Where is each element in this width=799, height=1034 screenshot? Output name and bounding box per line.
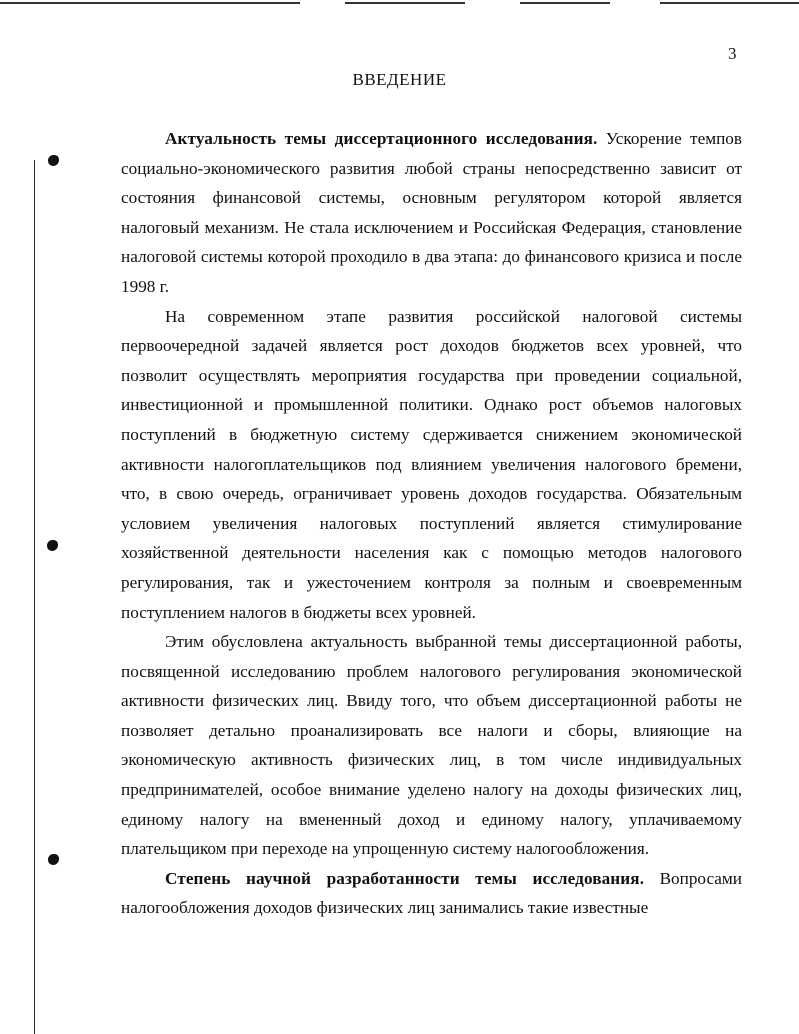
paragraph-current-stage xyxy=(121,302,742,628)
document-body xyxy=(121,124,742,923)
paragraph-lead-heading: Степень научной разработанности темы исследования. xyxy=(165,868,645,888)
paragraph-relevance xyxy=(121,124,742,302)
paragraph-research-degree xyxy=(121,864,742,923)
punch-hole-mark xyxy=(47,540,58,551)
page-title: ВВЕДЕНИЕ xyxy=(352,70,447,89)
punch-hole-mark xyxy=(48,155,59,166)
paragraph-text: Ускорение темпов социально-экономического развития любой страны непосредственно зависит от состояния финансовой системы, основным регулятором которой является налоговый механизм. Не стала исключением и Российская Федерация, становление налоговой системы которой проходило в два этапа: до финансового кризиса и после 1998 г. xyxy=(121,129,742,296)
page-number: 3 xyxy=(728,44,737,63)
margin-line xyxy=(34,160,35,1034)
paragraph-topic-justification xyxy=(121,627,742,864)
paragraph-text: На современном этапе развития российской налоговой системы первоочередной задачей является рост доходов бюджетов всех уровней, что позволит осуществлять мероприятия государства при проведении социальной, инвестиционной и промышленной политики. Однако рост объемов налоговых поступлений в бюджетную систему сдерживается снижением экономической активности налогоплательщиков под влиянием увеличения налогового бремени, что, в свою очередь, ограничивает уровень доходов государства. Обязательным условием увеличения налоговых поступлений является стимулирование хозяйственной деятельности населения как с помощью методов налогового регулирования, так и ужесточением контроля за полным и своевременным поступлением налогов в бюджеты всех уровней. xyxy=(121,306,742,622)
paragraph-text: Вопросами налогообложения доходов физических лиц занимались такие известные xyxy=(121,868,742,918)
scan-edge-artifact xyxy=(0,0,799,6)
paragraph-lead-heading: Актуальность темы диссертационного исследования. xyxy=(165,129,598,148)
punch-hole-mark xyxy=(48,854,59,865)
paragraph-text: Этим обусловлена актуальность выбранной темы диссертационной работы, посвященной исследованию проблем налогового регулирования экономической активности физических лиц. Ввиду того, что объем диссертационной работы не позволяет детально проанализировать все налоги и сборы, влияющие на экономическую активность физических лиц, в том числе индивидуальных предпринимателей, особое внимание уделено налогу на доходы физических лиц, единому налогу на вмененный доход и единому налогу, уплачиваемому плательщиком при переходе на упрощенную систему налогообложения. xyxy=(121,632,742,859)
